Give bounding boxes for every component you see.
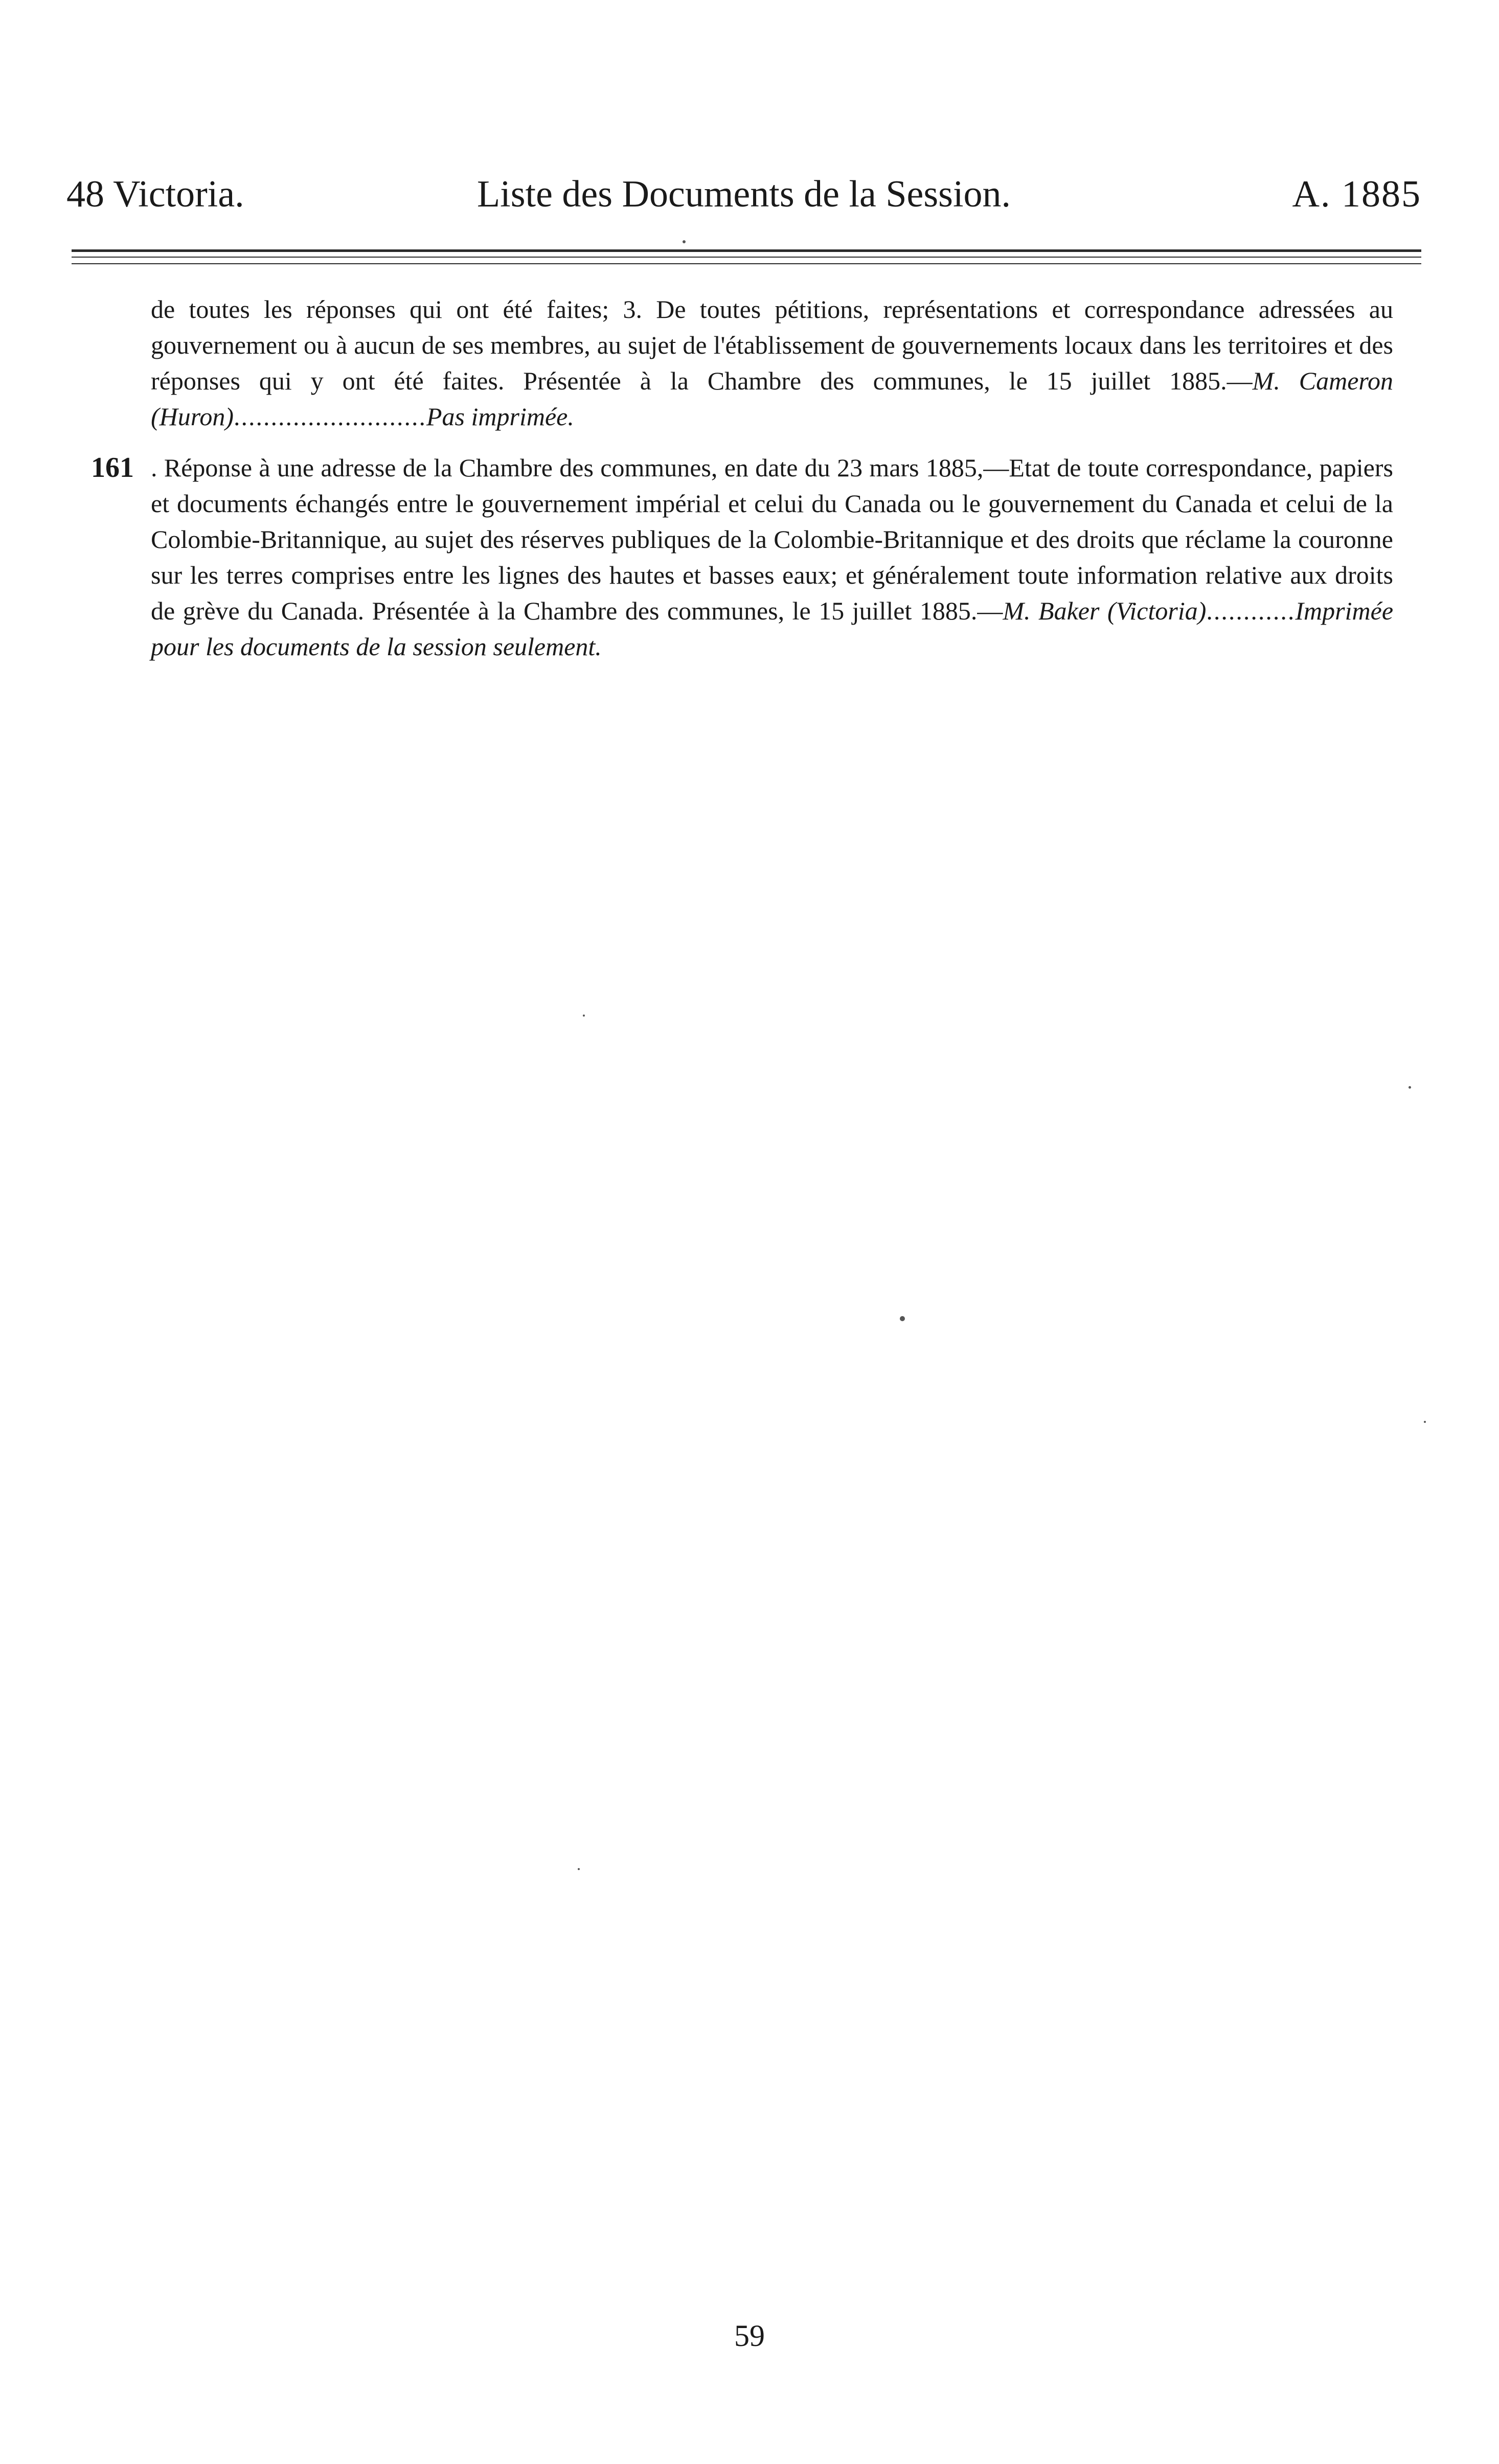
- scan-speck: [683, 240, 686, 243]
- entry-body-text: de toutes les réponses qui ont été faites; 3. De toutes pétitions, représentations et correspondance adressées au gouvernement ou à aucun de ses membres, au sujet de l'établissement de gouvernements locaux dans les territoires et des réponses qui y ont été faites. Présentée à la Chambre des communes, le 15 juillet 1885.—: [151, 295, 1393, 395]
- entry-mover: M. Cameron (Huron): [151, 366, 1393, 431]
- leader-dots: ............: [1206, 596, 1296, 625]
- scan-speck: [583, 1015, 585, 1017]
- scan-speck: [1424, 1421, 1426, 1423]
- header-rule: [72, 249, 1421, 252]
- header-rule: [72, 263, 1421, 264]
- continued-entry-paragraph: [151, 291, 1393, 434]
- scan-speck: [900, 1316, 905, 1321]
- scan-speck: [1409, 1086, 1411, 1089]
- header-year: A. 1885: [1292, 173, 1421, 215]
- page-number: 59: [734, 2319, 765, 2353]
- entry-status: Imprimée pour les documents de la session seulement.: [151, 596, 1394, 661]
- header-title: Liste des Documents de la Session.: [476, 173, 1011, 215]
- leader-dots: ..........................: [234, 402, 427, 431]
- entry-paragraph: [151, 450, 1393, 664]
- entry-body-text: . Réponse à une adresse de la Chambre des communes, en date du 23 mars 1885,—Etat de toute correspondance, papiers et documents échangés entre le gouvernement impérial et celui du Canada ou le gouvernement du Canada et celui de la Colombie-Britannique, au sujet des réserves publiques de la Colombie-Britannique et des droits que réclame la couronne sur les terres comprises entre les lignes des hautes et basses eaux; et généralement toute information relative aux droits de grève du Canada. Présentée à la Chambre des communes, le 15 juillet 1885.—: [151, 453, 1393, 625]
- scan-speck: [578, 1868, 580, 1870]
- running-header: [66, 169, 1421, 220]
- header-rule: [72, 257, 1421, 258]
- entry-mover: M. Baker (Victoria): [1003, 596, 1207, 625]
- header-volume: 48 Victoria.: [66, 173, 244, 215]
- entry-status: Pas imprimée.: [426, 402, 574, 431]
- entry-number: 161: [91, 452, 134, 483]
